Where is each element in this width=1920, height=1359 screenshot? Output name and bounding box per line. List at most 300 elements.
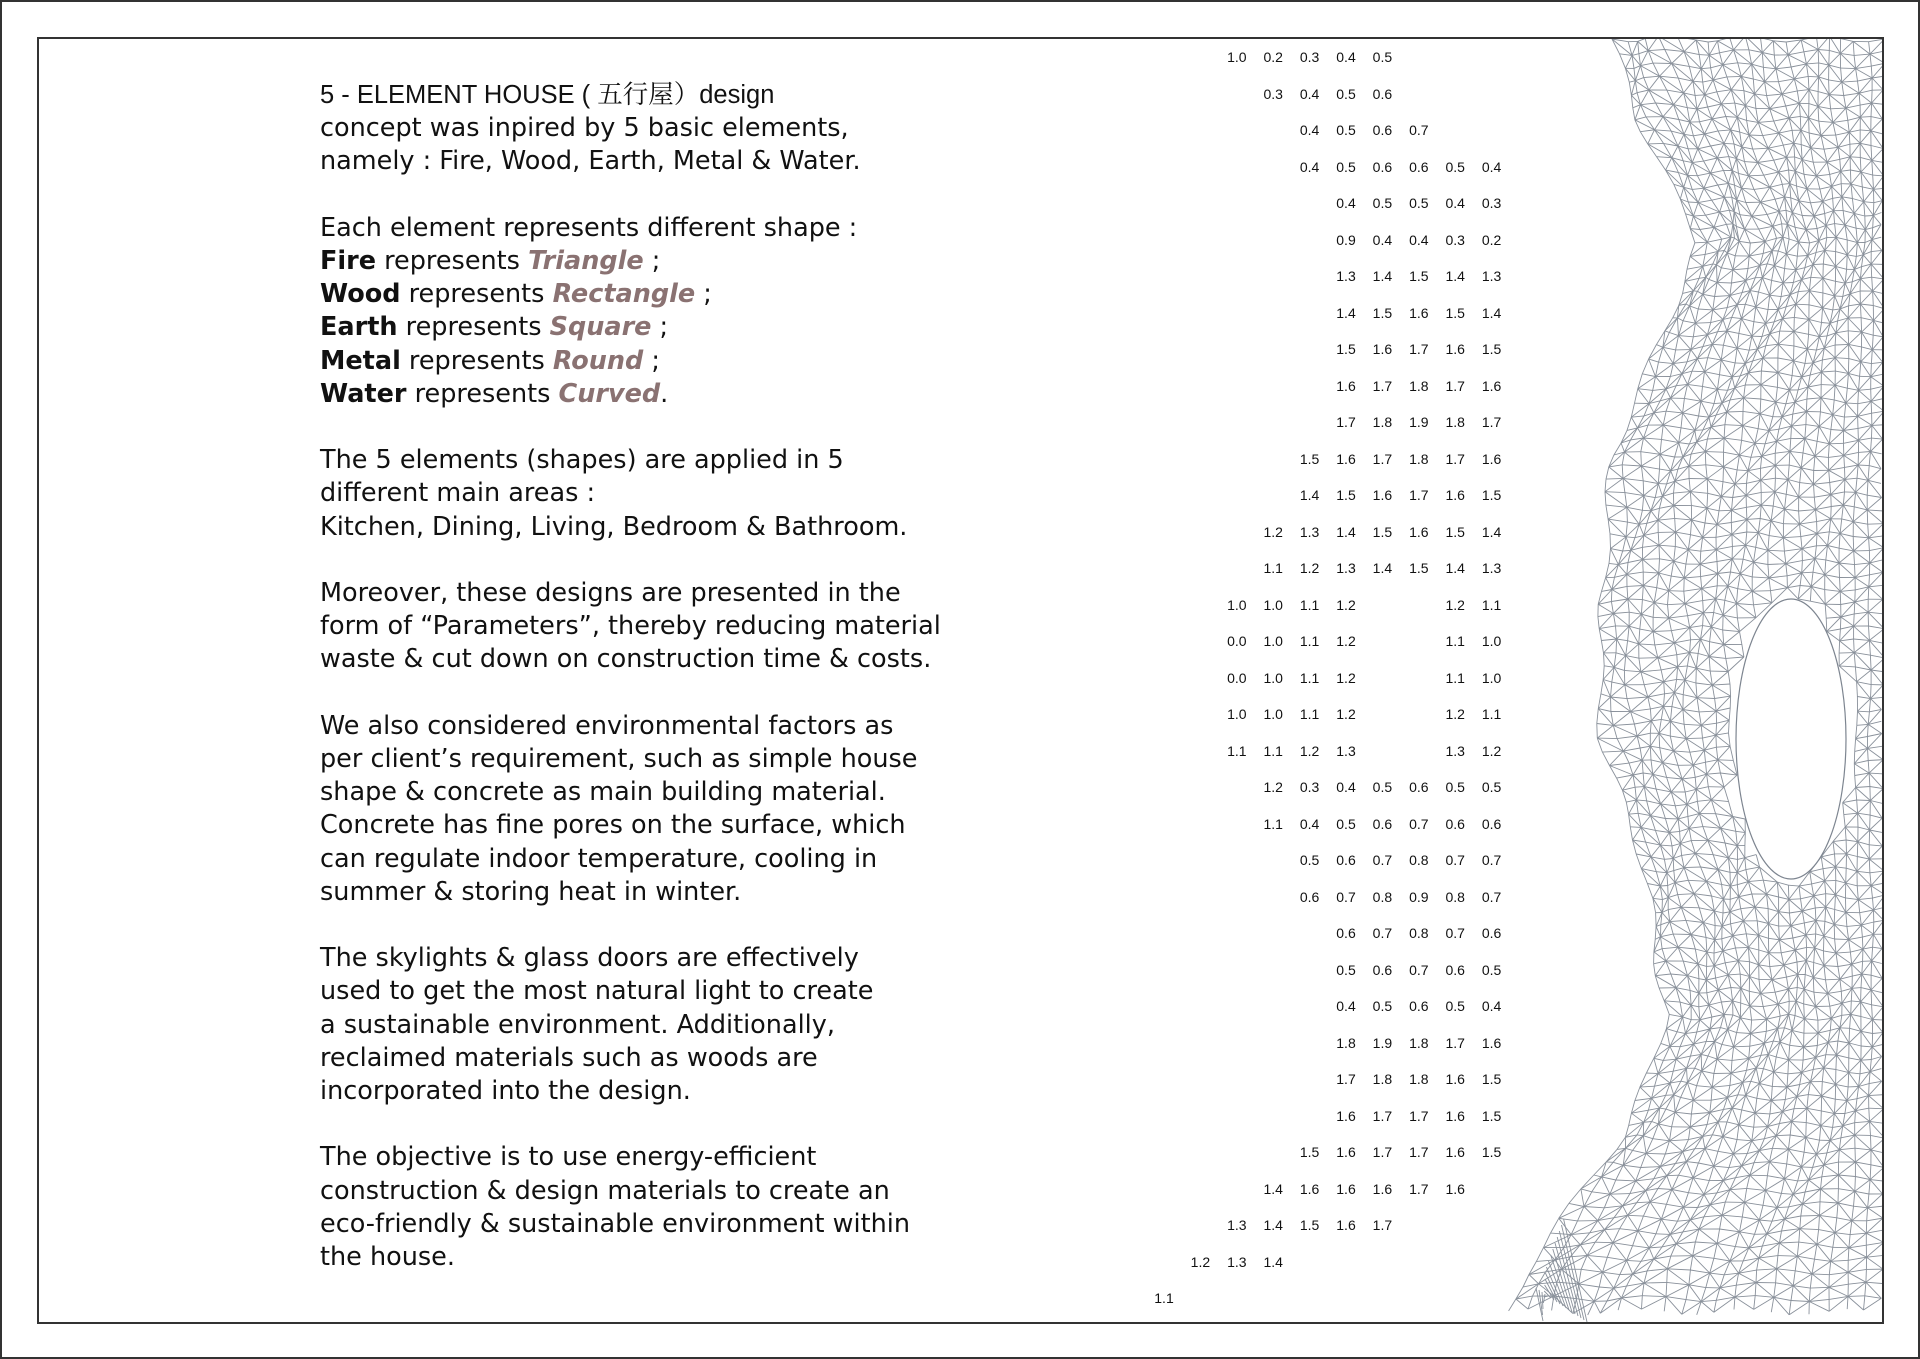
mesh-edge bbox=[1785, 1028, 1793, 1031]
mesh-edge bbox=[1612, 590, 1628, 600]
mesh-edge bbox=[1818, 50, 1819, 63]
mesh-edge bbox=[1683, 1005, 1692, 1017]
mesh-edge bbox=[1621, 443, 1624, 452]
mesh-edge bbox=[1839, 533, 1840, 548]
mesh-edge bbox=[1714, 1243, 1717, 1258]
mesh-edge bbox=[1603, 680, 1610, 698]
mesh-edge bbox=[1655, 130, 1672, 131]
mesh-edge bbox=[1737, 291, 1750, 305]
mesh-edge bbox=[1679, 323, 1696, 335]
mesh-edge bbox=[1678, 819, 1680, 832]
mesh-edge bbox=[1661, 1029, 1667, 1044]
mesh-edge bbox=[1751, 1081, 1760, 1083]
mesh-edge bbox=[1716, 550, 1717, 562]
mesh-edge bbox=[1828, 1042, 1836, 1055]
mesh-edge bbox=[1752, 577, 1769, 578]
mesh-edge bbox=[1679, 336, 1691, 350]
mesh-edge bbox=[1851, 1001, 1852, 1014]
mesh-edge bbox=[1678, 457, 1683, 469]
mesh-edge bbox=[1830, 1006, 1832, 1018]
mesh-edge bbox=[1750, 965, 1759, 977]
mesh-edge bbox=[1752, 53, 1763, 65]
mesh-edge bbox=[1849, 332, 1862, 344]
mesh-edge bbox=[1737, 846, 1745, 858]
mesh-edge bbox=[1841, 68, 1842, 82]
mesh-edge bbox=[1666, 1095, 1674, 1096]
mesh-edge bbox=[1744, 385, 1746, 398]
mesh-edge bbox=[1681, 894, 1694, 908]
mesh-edge bbox=[1646, 1153, 1665, 1154]
mesh-edge bbox=[1873, 175, 1874, 189]
mesh-edge bbox=[1626, 537, 1631, 551]
mesh-edge bbox=[1859, 389, 1871, 390]
mesh-edge bbox=[1761, 39, 1774, 41]
mesh-edge bbox=[1732, 534, 1746, 545]
mesh-edge bbox=[1770, 1101, 1771, 1114]
mesh-edge bbox=[1871, 438, 1872, 451]
mesh-edge bbox=[1709, 41, 1717, 55]
mesh-edge bbox=[1870, 655, 1882, 658]
mesh-edge bbox=[1849, 940, 1851, 953]
mesh-edge bbox=[1802, 911, 1816, 921]
mesh-edge bbox=[1840, 578, 1855, 592]
mesh-edge bbox=[1837, 1043, 1850, 1055]
mesh-edge bbox=[1829, 80, 1830, 95]
mesh-edge bbox=[1864, 202, 1874, 216]
mesh-edge bbox=[1732, 1095, 1738, 1108]
mesh-edge bbox=[1740, 1217, 1743, 1232]
mesh-edge bbox=[1831, 1018, 1840, 1027]
mesh-edge bbox=[1707, 479, 1708, 494]
mesh-edge bbox=[1750, 1006, 1752, 1020]
mesh-edge bbox=[1755, 1113, 1768, 1127]
mesh-edge bbox=[1859, 377, 1871, 391]
mesh-edge bbox=[1783, 224, 1787, 237]
mesh-edge bbox=[1681, 1083, 1688, 1098]
mesh-edge bbox=[1729, 708, 1730, 720]
mesh-edge bbox=[1717, 524, 1732, 534]
mesh-edge bbox=[1658, 520, 1676, 532]
mesh-edge bbox=[1790, 295, 1796, 305]
mesh-edge bbox=[1632, 41, 1638, 55]
mesh-edge bbox=[1672, 158, 1679, 173]
mesh-edge bbox=[1666, 947, 1678, 961]
mesh-edge bbox=[1754, 1162, 1770, 1163]
mesh-edge bbox=[1841, 68, 1856, 69]
mesh-edge bbox=[1704, 158, 1718, 161]
mesh-edge bbox=[1666, 158, 1672, 170]
mesh-edge bbox=[1729, 720, 1730, 733]
mesh-edge bbox=[1835, 1233, 1850, 1235]
mesh-edge bbox=[1648, 50, 1665, 51]
mesh-edge bbox=[1825, 560, 1826, 575]
mesh-edge bbox=[1660, 873, 1667, 886]
mesh-edge bbox=[1814, 470, 1829, 484]
mesh-edge bbox=[1720, 360, 1722, 375]
mesh-edge bbox=[1569, 1189, 1581, 1204]
mesh-edge bbox=[1790, 1045, 1804, 1047]
mesh-edge bbox=[1869, 629, 1882, 641]
mesh-edge bbox=[1869, 760, 1882, 773]
mesh-edge bbox=[1723, 600, 1725, 615]
mesh-edge bbox=[1822, 323, 1831, 324]
mesh-edge bbox=[1824, 966, 1838, 967]
mesh-edge bbox=[1670, 710, 1683, 722]
mesh-edge bbox=[1845, 478, 1857, 479]
mesh-edge bbox=[1857, 842, 1858, 857]
mesh-edge bbox=[1674, 1083, 1688, 1095]
mesh-edge bbox=[1739, 1113, 1755, 1125]
mesh-edge bbox=[1661, 937, 1663, 949]
mesh-edge bbox=[1874, 320, 1883, 336]
mesh-edge bbox=[1868, 748, 1869, 760]
mesh-edge bbox=[1811, 575, 1825, 587]
mesh-edge bbox=[1670, 1032, 1677, 1047]
mesh-edge bbox=[1643, 573, 1658, 586]
mesh-edge bbox=[1604, 639, 1617, 653]
mesh-edge bbox=[1656, 926, 1660, 936]
mesh-edge bbox=[1611, 602, 1613, 614]
mesh-edge bbox=[1823, 308, 1833, 310]
mesh-edge bbox=[1681, 413, 1683, 428]
mesh-edge bbox=[1692, 149, 1698, 163]
mesh-edge bbox=[1836, 1084, 1847, 1100]
mesh-edge bbox=[1683, 698, 1697, 710]
mesh-edge bbox=[1705, 452, 1706, 465]
mesh-edge bbox=[1873, 279, 1882, 291]
mesh-edge bbox=[1700, 119, 1713, 122]
mesh-edge bbox=[1745, 858, 1746, 870]
mesh-edge bbox=[1684, 853, 1695, 867]
mesh-edge bbox=[1814, 497, 1815, 509]
mesh-edge bbox=[1831, 415, 1833, 430]
mesh-edge bbox=[1705, 1137, 1723, 1149]
mesh-edge bbox=[1617, 639, 1628, 641]
mesh-edge bbox=[1772, 251, 1774, 266]
mesh-edge bbox=[1800, 1216, 1801, 1229]
mesh-edge bbox=[1658, 658, 1678, 667]
mesh-edge bbox=[1628, 599, 1643, 600]
mesh-edge bbox=[1785, 197, 1791, 198]
mesh-edge bbox=[1779, 938, 1793, 940]
mesh-edge bbox=[1755, 1113, 1770, 1114]
mesh-edge bbox=[1858, 416, 1872, 425]
mesh-edge bbox=[1697, 1086, 1713, 1088]
mesh-edge bbox=[1638, 389, 1653, 391]
mesh-edge bbox=[1627, 496, 1644, 508]
mesh-edge bbox=[1653, 617, 1669, 618]
mesh-edge bbox=[1643, 1136, 1653, 1139]
mesh-edge bbox=[1833, 1247, 1849, 1248]
mesh-edge bbox=[1799, 886, 1801, 899]
mesh-edge bbox=[1774, 1060, 1789, 1072]
mesh-edge bbox=[1742, 188, 1761, 202]
mesh-edge bbox=[1695, 430, 1697, 442]
mesh-edge bbox=[1693, 765, 1706, 774]
mesh-edge bbox=[1835, 281, 1836, 296]
mesh-edge bbox=[1783, 524, 1799, 538]
mesh-edge bbox=[1648, 143, 1664, 144]
mesh-edge bbox=[1605, 478, 1623, 491]
mesh-edge bbox=[1745, 162, 1758, 163]
mesh-edge bbox=[1761, 371, 1778, 373]
mesh-edge bbox=[1667, 1175, 1679, 1176]
mesh-edge bbox=[1584, 1207, 1598, 1221]
mesh-edge bbox=[1672, 1190, 1689, 1193]
mesh-edge bbox=[1821, 371, 1835, 372]
mesh-edge bbox=[1629, 82, 1631, 95]
mesh-edge bbox=[1696, 789, 1697, 801]
mesh-edge bbox=[1708, 1056, 1717, 1059]
mesh-edge bbox=[1701, 639, 1710, 656]
mesh-edge bbox=[1708, 41, 1717, 42]
mesh-edge bbox=[1815, 441, 1817, 456]
mesh-edge bbox=[1807, 1095, 1808, 1109]
mesh-edge bbox=[1749, 1248, 1759, 1258]
mesh-edge bbox=[1714, 1166, 1729, 1168]
mesh-edge bbox=[1852, 1206, 1854, 1221]
mesh-edge bbox=[1663, 413, 1682, 425]
mesh-edge bbox=[1690, 653, 1699, 654]
mesh-edge bbox=[1690, 479, 1707, 492]
mesh-edge bbox=[1799, 1229, 1800, 1242]
mesh-edge bbox=[1861, 350, 1873, 362]
mesh-edge bbox=[1748, 373, 1761, 385]
mesh-edge bbox=[1790, 171, 1796, 183]
mesh-edge bbox=[1714, 911, 1722, 926]
mesh-edge bbox=[1806, 1108, 1807, 1122]
mesh-edge bbox=[1602, 752, 1609, 765]
mesh-edge bbox=[1688, 535, 1690, 550]
mesh-edge bbox=[1737, 348, 1745, 363]
mesh-edge bbox=[1868, 466, 1869, 481]
mesh-edge bbox=[1851, 172, 1861, 184]
mesh-edge bbox=[1823, 296, 1835, 308]
mesh-edge bbox=[1737, 470, 1748, 471]
mesh-edge bbox=[1793, 1194, 1802, 1204]
mesh-edge bbox=[1749, 1046, 1750, 1058]
mesh-edge bbox=[1733, 269, 1748, 270]
mesh-edge bbox=[1871, 961, 1872, 975]
mesh-edge bbox=[1870, 1167, 1882, 1179]
mesh-edge bbox=[1707, 242, 1718, 251]
mesh-edge bbox=[1806, 216, 1814, 230]
mesh-edge bbox=[1730, 872, 1737, 886]
mesh-edge bbox=[1613, 724, 1634, 725]
mesh-edge bbox=[1777, 441, 1790, 451]
mesh-edge bbox=[1769, 578, 1771, 591]
mesh-edge bbox=[1724, 143, 1734, 144]
mesh-edge bbox=[1845, 813, 1857, 827]
mesh-edge bbox=[1638, 1231, 1656, 1234]
mesh-edge bbox=[1831, 108, 1846, 109]
mesh-edge bbox=[1536, 1248, 1543, 1262]
mesh-edge bbox=[1818, 1033, 1828, 1042]
mesh-edge bbox=[1695, 95, 1705, 96]
mesh-edge bbox=[1755, 82, 1765, 94]
mesh-edge bbox=[1681, 907, 1699, 908]
mesh-edge bbox=[1697, 347, 1703, 359]
mesh-edge bbox=[1858, 465, 1869, 466]
mesh-edge bbox=[1816, 510, 1831, 519]
mesh-edge bbox=[1641, 658, 1658, 672]
mesh-edge bbox=[1804, 1019, 1818, 1021]
mesh-edge bbox=[1729, 733, 1731, 746]
mesh-edge bbox=[1636, 787, 1644, 800]
mesh-edge bbox=[1732, 545, 1745, 546]
mesh-edge bbox=[1785, 184, 1790, 197]
mesh-edge bbox=[1843, 492, 1855, 505]
mesh-edge bbox=[1641, 63, 1654, 66]
mesh-edge bbox=[1710, 1193, 1717, 1205]
mesh-edge bbox=[1695, 1242, 1717, 1243]
mesh-edge bbox=[1679, 443, 1683, 457]
mesh-edge bbox=[1763, 358, 1778, 372]
mesh-edge bbox=[1775, 478, 1788, 479]
mesh-edge bbox=[1715, 1028, 1721, 1042]
mesh-edge bbox=[1768, 550, 1785, 551]
mesh-edge bbox=[1713, 264, 1717, 265]
mesh-edge bbox=[1781, 1193, 1793, 1194]
mesh-edge bbox=[1854, 1206, 1868, 1208]
mesh-edge bbox=[1825, 590, 1841, 592]
mesh-edge bbox=[1799, 484, 1814, 497]
mesh-edge bbox=[1779, 926, 1780, 940]
mesh-edge bbox=[1685, 792, 1687, 804]
mesh-edge bbox=[1687, 1083, 1693, 1101]
mesh-edge bbox=[1697, 442, 1706, 452]
mesh-edge bbox=[1871, 362, 1882, 363]
mesh-edge bbox=[1706, 937, 1707, 952]
mesh-edge bbox=[1783, 537, 1800, 538]
mesh-edge bbox=[1597, 725, 1613, 738]
mesh-edge bbox=[1853, 510, 1867, 522]
mesh-edge bbox=[1761, 371, 1762, 385]
mesh-edge bbox=[1767, 264, 1774, 266]
mesh-edge bbox=[1833, 1233, 1835, 1248]
mesh-edge bbox=[1771, 509, 1784, 521]
mesh-edge bbox=[1725, 425, 1743, 426]
mesh-edge bbox=[1728, 974, 1740, 975]
mesh-edge bbox=[1666, 1095, 1674, 1109]
mesh-edge bbox=[1605, 1229, 1620, 1230]
mesh-edge bbox=[1658, 484, 1662, 497]
mesh-edge bbox=[1849, 1235, 1850, 1248]
mesh-edge bbox=[1825, 214, 1826, 226]
mesh-edge bbox=[1860, 291, 1872, 304]
mesh-edge bbox=[1688, 964, 1699, 976]
mesh-edge bbox=[1676, 1244, 1693, 1256]
mesh-edge bbox=[1737, 604, 1754, 605]
mesh-edge bbox=[1683, 321, 1695, 323]
mesh-edge bbox=[1697, 698, 1715, 699]
mesh-edge bbox=[1829, 444, 1844, 456]
mesh-edge bbox=[1863, 255, 1871, 264]
mesh-edge bbox=[1856, 725, 1857, 738]
mesh-edge bbox=[1658, 469, 1659, 484]
mesh-edge bbox=[1815, 456, 1829, 457]
mesh-edge bbox=[1869, 626, 1870, 640]
mesh-edge bbox=[1820, 398, 1821, 412]
mesh-edge bbox=[1861, 1020, 1872, 1032]
mesh-edge bbox=[1698, 188, 1704, 202]
mesh-edge bbox=[1816, 1007, 1818, 1021]
mesh-edge bbox=[1623, 1206, 1628, 1216]
mesh-edge bbox=[1739, 443, 1755, 455]
mesh-edge bbox=[1715, 926, 1722, 940]
mesh-edge bbox=[1730, 1190, 1745, 1203]
mesh-edge bbox=[1855, 602, 1868, 612]
mesh-edge bbox=[1739, 897, 1741, 909]
mesh-edge bbox=[1653, 632, 1674, 643]
mesh-edge bbox=[1666, 1029, 1670, 1047]
mesh-edge bbox=[1717, 1059, 1731, 1073]
mesh-edge bbox=[1737, 591, 1753, 603]
mesh-edge bbox=[1774, 1072, 1788, 1074]
mesh-edge bbox=[1690, 306, 1696, 323]
mesh-edge bbox=[1740, 1006, 1749, 1018]
mesh-edge bbox=[1683, 413, 1695, 430]
mesh-edge bbox=[1778, 331, 1779, 344]
mesh-edge bbox=[1738, 1095, 1746, 1096]
mesh-edge bbox=[1679, 428, 1681, 443]
mesh-edge bbox=[1597, 709, 1599, 724]
mesh-edge bbox=[1769, 578, 1788, 588]
mesh-edge bbox=[1858, 886, 1871, 900]
mesh-edge bbox=[1836, 237, 1837, 251]
mesh-edge bbox=[1760, 399, 1761, 414]
mesh-edge bbox=[1839, 563, 1855, 565]
mesh-edge bbox=[1858, 440, 1870, 451]
mesh-edge bbox=[1717, 389, 1727, 390]
mesh-edge bbox=[1870, 1180, 1882, 1194]
mesh-edge bbox=[1623, 1165, 1636, 1181]
mesh-edge bbox=[1721, 1028, 1728, 1030]
mesh-edge bbox=[1682, 765, 1693, 779]
mesh-edge bbox=[1754, 322, 1766, 324]
mesh-edge bbox=[1716, 735, 1730, 746]
mesh-edge bbox=[1704, 173, 1711, 188]
mesh-edge bbox=[1826, 225, 1827, 237]
mesh-edge bbox=[1737, 455, 1739, 470]
mesh-edge bbox=[1684, 578, 1702, 589]
mesh-edge bbox=[1783, 269, 1785, 283]
mesh-edge bbox=[1874, 309, 1883, 321]
mesh-edge bbox=[1762, 41, 1773, 53]
mesh-edge bbox=[1759, 1220, 1767, 1234]
mesh-edge bbox=[1820, 1215, 1837, 1217]
mesh-edge bbox=[1641, 454, 1660, 466]
mesh-edge bbox=[1690, 628, 1691, 640]
mesh-edge bbox=[1728, 858, 1737, 860]
mesh-edge bbox=[1829, 431, 1843, 444]
mesh-edge bbox=[1731, 1060, 1732, 1073]
mesh-edge bbox=[1857, 886, 1858, 900]
mesh-edge bbox=[1858, 813, 1871, 815]
mesh-edge bbox=[1695, 840, 1708, 853]
mesh-edge bbox=[1623, 466, 1641, 478]
parametric-mesh-wall bbox=[39, 39, 1882, 1322]
mesh-edge bbox=[1716, 711, 1729, 720]
mesh-edge bbox=[1849, 1031, 1861, 1043]
mesh-edge bbox=[1699, 401, 1701, 416]
mesh-edge bbox=[1606, 478, 1623, 479]
mesh-edge bbox=[1680, 199, 1685, 214]
mesh-edge bbox=[1613, 712, 1630, 726]
mesh-edge bbox=[1804, 174, 1817, 176]
mesh-edge bbox=[1840, 591, 1855, 602]
mesh-edge bbox=[1855, 667, 1856, 682]
